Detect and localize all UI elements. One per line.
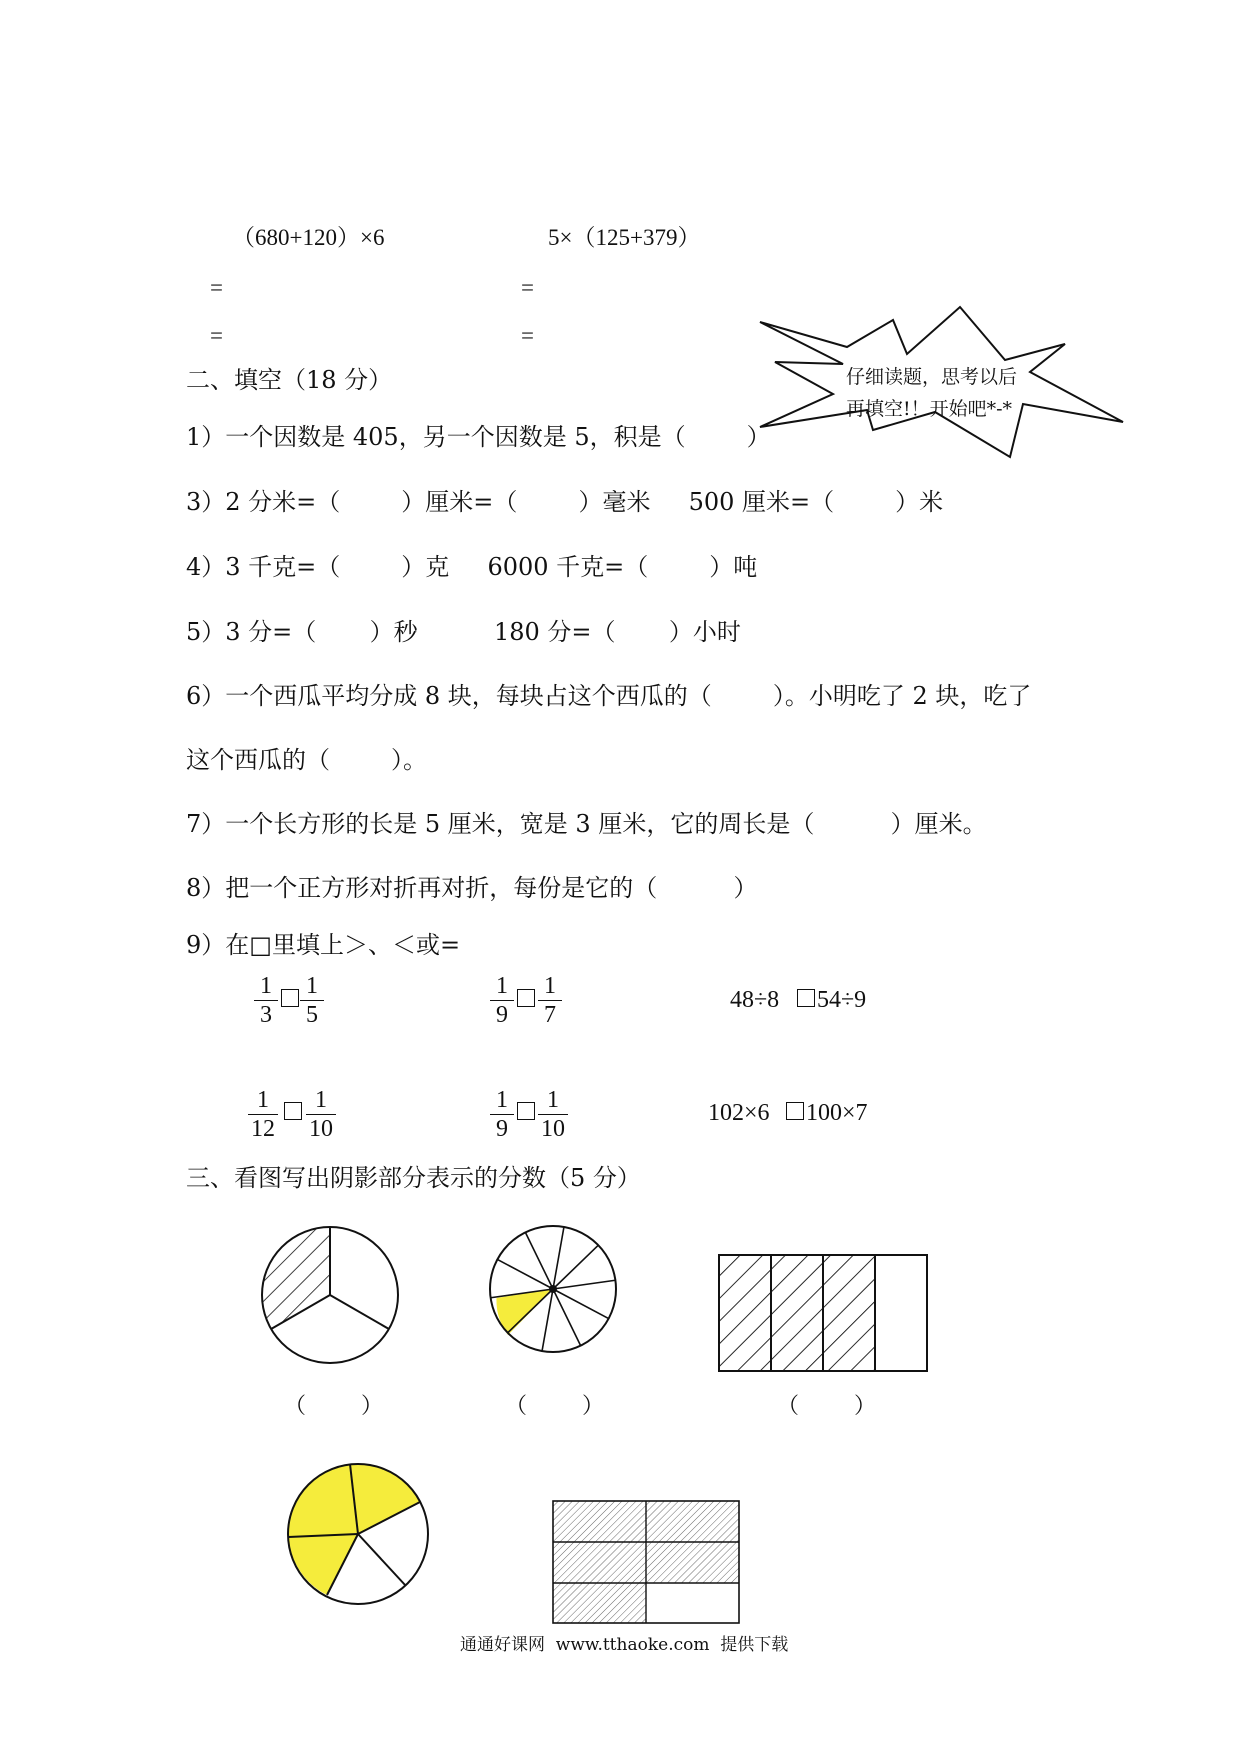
answer-blank-1[interactable]: （ ） xyxy=(284,1393,384,1418)
question-7: 7）一个长方形的长是 5 厘米，宽是 3 厘米，它的周长是（ ）厘米。 xyxy=(186,810,987,838)
fraction: 1 3 xyxy=(250,972,282,1029)
question-1: 1）一个因数是 405，另一个因数是 5，积是（ ） xyxy=(186,423,771,451)
question-5: 5）3 分=（ ）秒 180 分=（ ）小时 xyxy=(186,618,741,646)
comparison-box[interactable] xyxy=(517,1102,535,1120)
answer-blank-3[interactable]: （ ） xyxy=(777,1393,877,1418)
question-6-line-2: 这个西瓜的（ ）。 xyxy=(186,746,428,774)
fraction: 1 10 xyxy=(534,1086,572,1143)
footer-credit: 通通好课网 www.tthaoke.com 提供下载 xyxy=(460,1635,789,1655)
figure-rectangle-quarters xyxy=(718,1254,928,1372)
fraction: 1 5 xyxy=(296,972,328,1029)
question-3: 3）2 分米=（ ）厘米=（ ）毫米 500 厘米=（ ）米 xyxy=(186,488,944,516)
figure-circle-thirds xyxy=(260,1225,400,1365)
fraction: 1 12 xyxy=(244,1086,282,1143)
comparison-box[interactable] xyxy=(284,1102,302,1120)
circle-spoke xyxy=(553,1280,615,1289)
comparison-box[interactable] xyxy=(786,1102,804,1120)
figure-rectangle-sixths xyxy=(552,1500,740,1624)
fraction: 1 9 xyxy=(486,972,518,1029)
circle-spoke xyxy=(553,1289,609,1319)
calc-equals: = xyxy=(521,323,534,348)
figure-circle-fifths xyxy=(286,1462,430,1606)
circle-spoke xyxy=(525,1232,553,1289)
question-6-line-1: 6）一个西瓜平均分成 8 块，每块占这个西瓜的（ ）。小明吃了 2 块，吃了 xyxy=(186,682,1032,710)
fraction: 1 7 xyxy=(534,972,566,1029)
bubble-text-line-2: 再填空!！开始吧*-* xyxy=(846,398,1013,420)
calc-expression-1: （680+120）×6 xyxy=(232,225,385,250)
fraction: 1 10 xyxy=(302,1086,340,1143)
calc-equals: = xyxy=(210,275,223,300)
calc-equals: = xyxy=(210,323,223,348)
question-4: 4）3 千克=（ ）克 6000 千克=（ ）吨 xyxy=(186,553,758,581)
circle-spoke xyxy=(497,1259,553,1289)
comparison-expression-left: 102×6 xyxy=(708,1100,770,1126)
section-3-title: 三、看图写出阴影部分表示的分数（5 分） xyxy=(186,1164,641,1192)
circle-spoke xyxy=(553,1289,581,1346)
comparison-expression-right: 100×7 xyxy=(806,1100,868,1126)
calc-expression-2: 5×（125+379） xyxy=(548,225,701,250)
fraction: 1 9 xyxy=(486,1086,518,1143)
comparison-expression-left: 48÷8 xyxy=(730,987,780,1013)
figure-circle-tenths xyxy=(488,1224,618,1354)
comparison-expression-right: 54÷9 xyxy=(817,987,867,1013)
question-9: 9）在□里填上＞、＜或= xyxy=(186,931,461,959)
comparison-box[interactable] xyxy=(797,989,815,1007)
section-2-title: 二、填空（18 分） xyxy=(186,366,393,394)
bubble-text-line-1: 仔细读题，思考以后 xyxy=(846,366,1018,388)
comparison-box[interactable] xyxy=(517,989,535,1007)
question-8: 8）把一个正方形对折再对折，每份是它的（ ） xyxy=(186,874,758,902)
answer-blank-2[interactable]: （ ） xyxy=(505,1393,605,1418)
calc-equals: = xyxy=(521,275,534,300)
